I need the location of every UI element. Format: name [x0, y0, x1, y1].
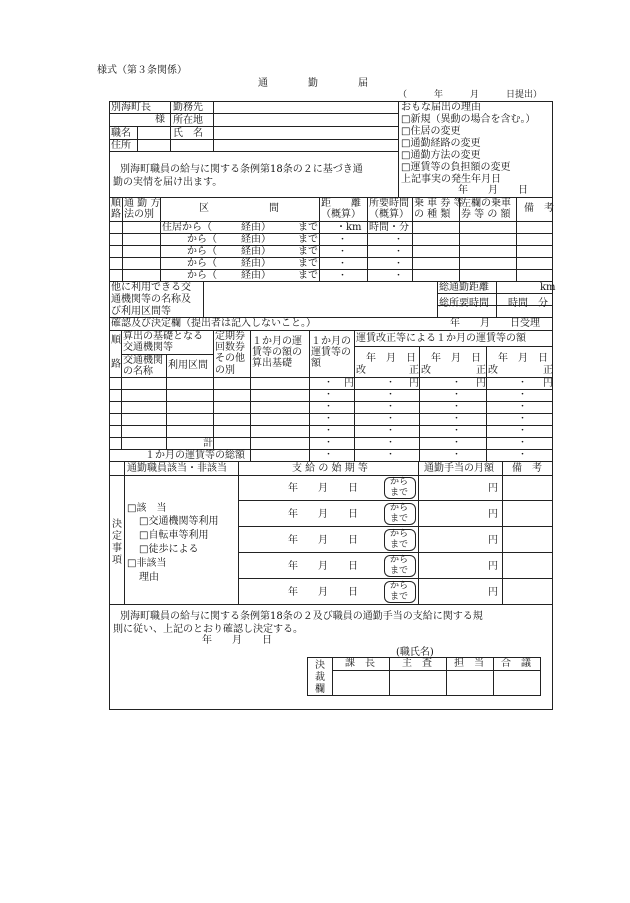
made-4: まで — [390, 566, 409, 576]
revised-kai-2: 改 — [421, 365, 431, 376]
confirm-col-ticket-1: 定期券 — [215, 331, 245, 342]
amount-dot: ・ — [518, 414, 528, 424]
start-date-4: 年 月 日 — [288, 561, 358, 572]
start-date-2: 年 月 日 — [288, 509, 358, 520]
reason-residence: □住居の変更 — [401, 126, 461, 137]
revised-sei-2: 正 — [476, 365, 486, 376]
role-section-chief: 課 長 — [345, 658, 375, 669]
decision-side-3: 事 — [112, 543, 122, 554]
confirm-col-ticket-3: その他 — [215, 353, 245, 364]
statement-line-2: 勤の実情を届け出ます。 — [113, 177, 223, 188]
other-transport-line-2: 通機関等の名称及 — [111, 294, 191, 305]
route-row-2-time: ・ — [394, 235, 404, 245]
confirm-col-revised: 運賃改正等による１か月の運賃等の額 — [356, 333, 526, 344]
kara-3: から — [390, 529, 409, 539]
col-method-2: 法の別 — [124, 209, 154, 220]
route-row-5-made: まで — [298, 270, 318, 281]
route-row-1-made: まで — [298, 222, 318, 233]
col-no-1: 順 — [111, 198, 121, 209]
route-row-4-time: ・ — [394, 259, 404, 269]
revised-date-2: 年 月 日 — [431, 353, 481, 364]
amount-dot: ・ — [324, 390, 334, 400]
closing-date: 年 月 日 — [202, 635, 272, 646]
made-5: まで — [390, 592, 409, 602]
amount-dot: ・ — [386, 426, 396, 436]
option-public-transport[interactable]: □交通機関等利用 — [139, 516, 219, 527]
amount-dot: ・ — [452, 390, 462, 400]
approval-label-3: 欄 — [315, 684, 325, 695]
amount-dot: ・ — [452, 450, 462, 460]
kara-1: から — [390, 477, 409, 487]
approval-label-2: 裁 — [315, 672, 325, 683]
workplace-label: 勤務先 — [173, 102, 203, 113]
revised-date-3: 年 月 日 — [498, 353, 548, 364]
made-2: まで — [390, 514, 409, 524]
route-row-1-from: 住居から（ — [162, 222, 212, 233]
total-label: 計 — [203, 438, 213, 449]
col-applicable: 通勤職員該当・非該当 — [127, 463, 227, 474]
confirm-title: 確認及び決定欄（提出者は記入しないこと。） — [111, 318, 316, 329]
decision-side-2: 定 — [112, 531, 122, 542]
amount-dot: ・ — [386, 390, 396, 400]
role-supervisor: 主 査 — [402, 658, 432, 669]
amount-dot: ・ — [324, 438, 334, 448]
amount-dot: ・ — [518, 426, 528, 436]
reason-fare: □運賃等の負担額の変更 — [401, 162, 511, 173]
option-reason: 理由 — [139, 572, 159, 583]
amount-dot: ・ — [324, 426, 334, 436]
confirm-col-transport: 交通機関等 — [123, 342, 173, 353]
post-label: 職名 — [111, 128, 131, 139]
form-label: 様式（第３条関係） — [97, 65, 187, 76]
col-remarks: 備 考 — [524, 203, 554, 214]
revised-sei-3: 正 — [543, 365, 553, 376]
confirm-col-fare-3: 算出基礎 — [252, 358, 292, 369]
kara-4: から — [390, 555, 409, 565]
amount-dot: ・ — [518, 402, 528, 412]
option-not-applicable[interactable]: □非該当 — [127, 558, 167, 569]
option-bicycle[interactable]: □自転車等利用 — [139, 530, 209, 541]
start-date-1: 年 月 日 — [288, 483, 358, 494]
amount-dot: ・ — [324, 378, 334, 388]
revised-sei-1: 正 — [409, 365, 419, 376]
confirm-col-ticket-4: の別 — [215, 365, 235, 376]
confirm-col-fare-2: 賃等の額の — [252, 347, 302, 358]
monthly-total-label: １か月の運賃等の総額 — [145, 450, 245, 461]
confirm-col-ticket-2: 回数券 — [215, 342, 245, 353]
route-row-1-km: ・km — [336, 222, 362, 233]
role-consultation: 合 議 — [501, 658, 531, 669]
yen-4: 円 — [488, 561, 498, 572]
amount-dot: ・ — [386, 438, 396, 448]
col-start: 支 給 の 始 期 等 — [292, 463, 368, 474]
revised-kai-3: 改 — [488, 365, 498, 376]
closing-line-1: 別海町職員の給与に関する条例第18条の２及び職員の通勤手当の支給に関する規 — [120, 611, 483, 622]
name-label: 氏 名 — [173, 128, 203, 139]
confirm-col-no-2: 路 — [111, 359, 121, 370]
decision-side-1: 決 — [112, 519, 122, 530]
submission-date: （ 年 月 日提出） — [398, 90, 543, 100]
decision-side-4: 項 — [112, 555, 122, 566]
confirm-col-section: 利用区間 — [168, 360, 208, 371]
option-applicable[interactable]: □該 当 — [127, 503, 167, 514]
amount-dot: ・ — [386, 414, 396, 424]
confirm-col-month-2: 運賃等の — [311, 347, 351, 358]
route-row-3-made: まで — [298, 246, 318, 257]
confirm-col-month-1: １か月の — [311, 336, 351, 347]
received-date: 年 月 日受理 — [450, 318, 540, 329]
route-row-2-km: ・ — [338, 235, 348, 245]
role-staff: 担 当 — [454, 658, 484, 669]
route-row-5-from: から（ — [187, 270, 217, 281]
route-row-1-via: 経由） — [241, 222, 271, 233]
yen-unit: 円 — [476, 378, 486, 389]
amount-dot: ・ — [452, 438, 462, 448]
route-row-4-km: ・ — [338, 259, 348, 269]
signer-label: (職氏名) — [396, 647, 434, 658]
col-method-1: 通 勤 方 — [124, 198, 161, 209]
total-time-label: 総所要時間 — [439, 298, 489, 309]
route-row-3-via: 経由） — [241, 246, 271, 257]
location-label: 所在地 — [173, 115, 203, 126]
col-ticket-1: 乗 車 券 等 — [414, 198, 464, 209]
total-time-unit: 時間 分 — [508, 298, 548, 309]
route-row-5-km: ・ — [338, 271, 348, 281]
reason-new: □新規（異動の場合を含む。） — [401, 114, 536, 125]
occurrence-label: 上記事実の発生年月日 — [401, 174, 501, 185]
route-row-2-via: 経由） — [241, 234, 271, 245]
yen-2: 円 — [488, 509, 498, 520]
amount-dot: ・ — [324, 402, 334, 412]
amount-dot: ・ — [386, 450, 396, 460]
amount-dot: ・ — [518, 438, 528, 448]
col-distance-1: 距 離 — [321, 198, 361, 209]
confirm-col-no-1: 順 — [111, 335, 121, 346]
amount-dot: ・ — [518, 450, 528, 460]
statement-line-1: 別海町職員の給与に関する条例第18条の２に基づき通 — [120, 164, 363, 175]
col-section: 区 間 — [199, 203, 279, 214]
route-row-4-made: まで — [298, 258, 318, 269]
col-fare-1: 左欄の乗車 — [461, 198, 511, 209]
kara-2: から — [390, 503, 409, 513]
approval-label-1: 決 — [315, 660, 325, 671]
mayor-label: 別海町長 — [111, 102, 151, 113]
option-walking[interactable]: □徒歩による — [139, 544, 199, 555]
sama-label: 様 — [155, 114, 165, 125]
address-label: 住所 — [111, 140, 131, 151]
route-row-3-from: から（ — [187, 246, 217, 257]
col-decision-remarks: 備 考 — [512, 463, 542, 474]
route-row-5-via: 経由） — [241, 270, 271, 281]
yen-unit: 円 — [543, 378, 553, 389]
yen-5: 円 — [488, 587, 498, 598]
confirm-col-fare-1: １か月の運 — [252, 336, 302, 347]
start-date-3: 年 月 日 — [288, 535, 358, 546]
yen-unit: 円 — [409, 378, 419, 389]
start-date-5: 年 月 日 — [288, 587, 358, 598]
confirm-col-name-1: 交通機関 — [123, 355, 163, 366]
amount-dot: ・ — [452, 414, 462, 424]
route-row-1-time: 時間・分 — [369, 222, 409, 233]
route-row-2-made: まで — [298, 234, 318, 245]
col-fare-2: 券 等 の 額 — [461, 209, 511, 220]
reason-method: □通勤方法の変更 — [401, 150, 481, 161]
route-row-2-from: から（ — [187, 234, 217, 245]
amount-dot: ・ — [324, 450, 334, 460]
col-distance-2: （概算） — [321, 209, 361, 220]
closing-line-2: 則に従い、上記のとおり確認し決定する。 — [113, 624, 303, 635]
amount-dot: ・ — [452, 378, 462, 388]
route-row-4-from: から（ — [187, 258, 217, 269]
amount-dot: ・ — [518, 390, 528, 400]
route-row-5-time: ・ — [394, 271, 404, 281]
col-ticket-2: の 種 類 — [414, 209, 451, 220]
reasons-heading: おもな届出の理由 — [401, 102, 481, 113]
route-row-4-via: 経由） — [241, 258, 271, 269]
revised-date-1: 年 月 日 — [366, 353, 416, 364]
other-transport-line-3: び利用区間等 — [111, 306, 171, 317]
amount-dot: ・ — [386, 378, 396, 388]
amount-dot: ・ — [452, 426, 462, 436]
made-3: まで — [390, 540, 409, 550]
amount-dot: ・ — [386, 402, 396, 412]
confirm-col-basis: 算出の基礎となる — [123, 331, 203, 342]
amount-dot: ・ — [518, 378, 528, 388]
col-time-2: （概算） — [369, 209, 409, 220]
amount-dot: ・ — [324, 414, 334, 424]
col-time-1: 所要時間 — [369, 198, 409, 209]
total-distance-label: 総通勤距離 — [439, 282, 489, 293]
made-1: まで — [390, 488, 409, 498]
route-row-3-time: ・ — [394, 247, 404, 257]
total-distance-unit: km — [540, 282, 556, 293]
page-title: 通 勤 届 — [258, 78, 368, 89]
revised-kai-1: 改 — [356, 365, 366, 376]
col-allowance: 通勤手当の月額 — [424, 463, 494, 474]
occurrence-date: 年 月 日 — [458, 185, 528, 196]
yen-1: 円 — [488, 483, 498, 494]
confirm-col-month-3: 額 — [311, 358, 321, 369]
other-transport-line-1: 他に利用できる交 — [111, 282, 191, 293]
route-row-3-km: ・ — [338, 247, 348, 257]
amount-dot: ・ — [452, 402, 462, 412]
yen-unit: 円 — [344, 378, 354, 389]
confirm-col-name-2: の名称 — [123, 366, 153, 377]
reason-route: □通勤経路の変更 — [401, 138, 481, 149]
kara-5: から — [390, 581, 409, 591]
yen-3: 円 — [488, 535, 498, 546]
col-no-2: 路 — [111, 209, 121, 220]
